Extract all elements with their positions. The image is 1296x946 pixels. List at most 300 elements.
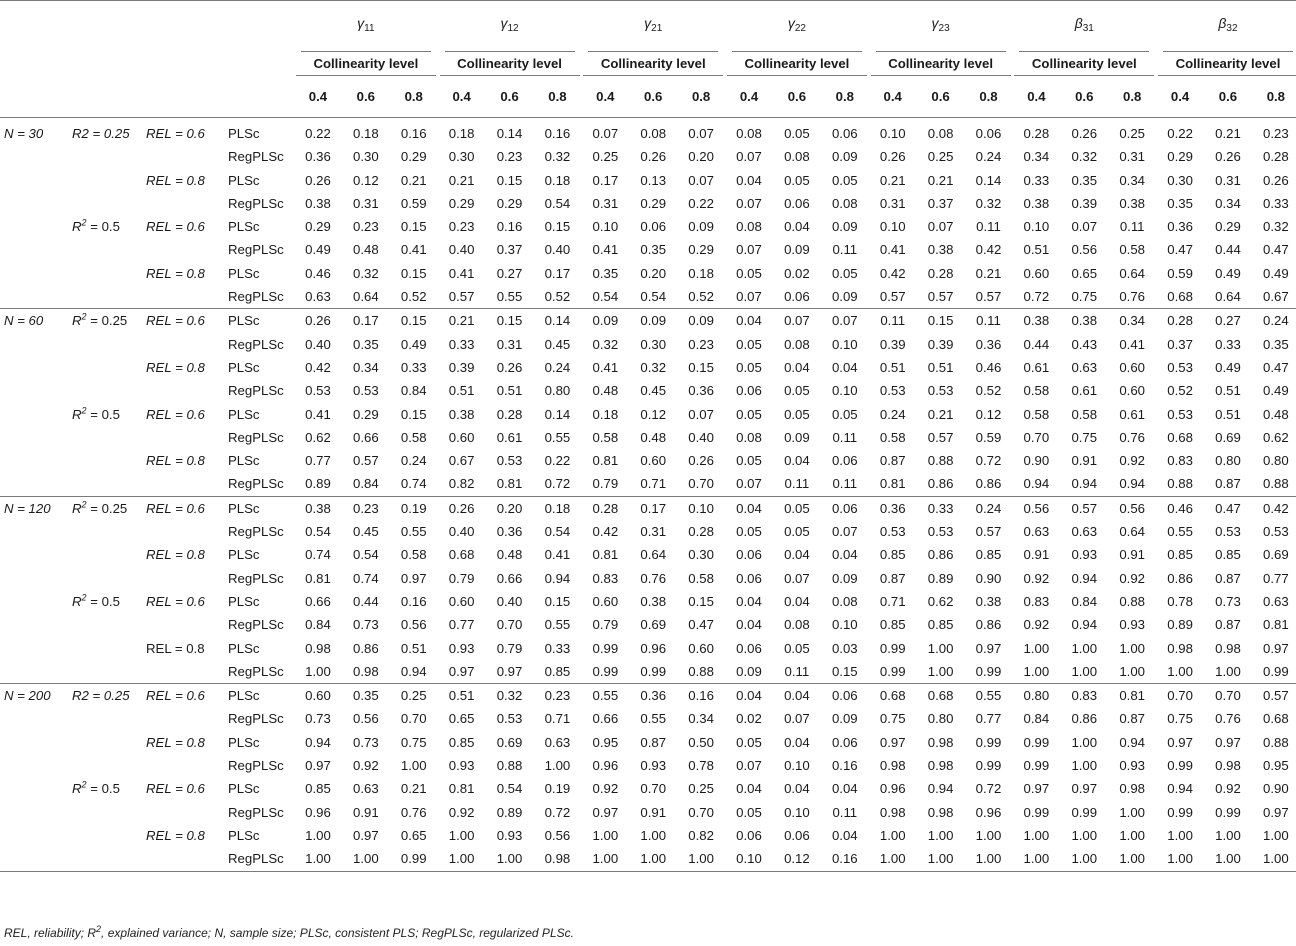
r2-cell [68, 379, 146, 402]
value-cell: 0.49 [305, 242, 331, 258]
reliability-cell [146, 567, 226, 590]
method-cell: RegPLSc [228, 289, 284, 305]
level-header: 0.4 [725, 76, 773, 118]
value-cell: 0.23 [533, 684, 581, 708]
value-cell: 0.48 [353, 242, 379, 258]
method-cell: PLSc [228, 781, 260, 797]
value-cell: 0.32 [1263, 219, 1289, 235]
value-cell: 0.16 [496, 219, 523, 235]
value-cell: 0.16 [400, 593, 427, 609]
value-cell: 0.38 [975, 593, 1002, 609]
value-cell: 0.72 [544, 476, 571, 492]
value-cell: 0.04 [784, 219, 810, 235]
method-cell: PLSc [228, 453, 260, 469]
value-cell: 0.36 [496, 524, 523, 540]
value-cell: 0.60 [1023, 265, 1050, 281]
value-cell: 0.10 [1023, 219, 1050, 235]
value-cell: 0.53 [1215, 524, 1241, 540]
value-cell: 0.99 [1023, 804, 1050, 820]
value-cell: 1.00 [1023, 663, 1050, 679]
value-cell: 0.97 [496, 663, 523, 679]
value-cell: 0.20 [688, 149, 714, 165]
table-row [0, 824, 1296, 847]
value-cell: 0.99 [1071, 804, 1098, 820]
value-cell: 0.60 [1119, 359, 1145, 375]
value-cell: 0.52 [1167, 383, 1193, 399]
value-cell: 0.77 [305, 453, 331, 469]
value-cell: 0.82 [688, 827, 714, 843]
value-cell: 0.06 [831, 453, 858, 469]
value-cell: 0.75 [1071, 289, 1098, 305]
value-cell: 0.96 [640, 640, 667, 656]
value-cell: 0.30 [1167, 172, 1193, 188]
reliability-cell: REL = 0.6 [146, 219, 205, 235]
value-cell: 1.00 [400, 758, 427, 774]
table-row [0, 590, 1296, 613]
value-cell: 0.81 [496, 476, 523, 492]
value-cell: 0.12 [975, 406, 1002, 422]
value-cell: 0.91 [640, 804, 667, 820]
value-cell: 0.11 [976, 219, 1001, 235]
value-cell: 0.38 [294, 496, 342, 520]
value-cell: 0.75 [1071, 429, 1098, 445]
value-cell: 0.58 [1119, 242, 1145, 258]
value-cell: 1.00 [965, 847, 1013, 871]
value-cell: 0.83 [592, 570, 619, 586]
value-cell: 0.80 [927, 711, 954, 727]
value-cell: 1.00 [544, 758, 571, 774]
value-cell: 0.53 [1167, 406, 1193, 422]
value-cell: 0.15 [496, 172, 523, 188]
value-cell: 1.00 [342, 847, 390, 871]
sample-size-cell [0, 426, 68, 449]
value-cell: 0.76 [400, 804, 427, 820]
header-blank [0, 1, 294, 53]
value-cell: 0.28 [1023, 126, 1050, 141]
reliability-cell: REL = 0.8 [146, 265, 205, 281]
value-cell: 0.31 [640, 524, 667, 540]
r2-value: = 0.5 [86, 406, 120, 422]
r2-cell [68, 567, 146, 590]
value-cell: 0.53 [879, 524, 906, 540]
r2-cell [68, 169, 146, 192]
collinearity-label: Collinearity level [440, 52, 580, 76]
value-cell: 0.08 [784, 617, 810, 633]
reliability-cell: REL = 0.8 [146, 734, 205, 750]
value-cell: 0.19 [544, 781, 571, 797]
value-cell: 0.08 [736, 219, 762, 235]
method-cell: PLSc [228, 126, 260, 141]
value-cell: 0.12 [640, 406, 667, 422]
value-cell: 0.58 [1071, 406, 1098, 422]
level-header: 0.6 [773, 76, 821, 118]
value-cell: 0.99 [975, 663, 1002, 679]
reliability-cell [146, 847, 226, 871]
table-row [0, 801, 1296, 824]
value-cell: 0.29 [1215, 219, 1241, 235]
value-cell: 0.07 [736, 149, 762, 165]
value-cell: 0.07 [592, 126, 619, 141]
value-cell: 0.05 [784, 383, 810, 399]
value-cell: 0.81 [448, 781, 475, 797]
value-cell: 0.97 [879, 734, 906, 750]
value-cell: 0.96 [879, 781, 906, 797]
value-cell: 0.85 [927, 617, 954, 633]
table-row [0, 567, 1296, 590]
param-label [301, 1, 431, 52]
table-row [0, 520, 1296, 543]
value-cell: 0.28 [581, 496, 629, 520]
value-cell: 0.69 [1215, 429, 1241, 445]
value-cell: 0.76 [640, 570, 667, 586]
value-cell: 1.00 [927, 640, 954, 656]
method-cell: PLSc [226, 309, 294, 333]
value-cell: 0.99 [879, 663, 906, 679]
reliability-cell: REL = 0.6 [146, 781, 205, 797]
value-cell: 0.98 [353, 663, 379, 679]
value-cell: 0.71 [544, 711, 571, 727]
value-cell: 0.08 [736, 126, 762, 141]
value-cell: 0.94 [1167, 781, 1193, 797]
value-cell: 0.33 [1023, 172, 1050, 188]
value-cell: 0.75 [879, 711, 906, 727]
sample-size-cell [0, 847, 68, 871]
value-cell: 0.05 [736, 804, 762, 820]
value-cell: 0.08 [640, 126, 667, 141]
value-cell: 0.74 [353, 570, 379, 586]
value-cell: 0.86 [1167, 570, 1193, 586]
value-cell: 0.28 [1156, 309, 1204, 333]
value-cell: 0.58 [879, 429, 906, 445]
value-cell: 0.38 [1060, 309, 1108, 333]
value-cell: 1.00 [1012, 847, 1060, 871]
value-cell: 0.11 [784, 476, 810, 492]
value-cell: 0.21 [400, 172, 427, 188]
value-cell: 0.17 [544, 265, 571, 281]
value-cell: 0.20 [640, 265, 667, 281]
value-cell: 0.57 [448, 289, 475, 305]
value-cell: 0.31 [1119, 149, 1145, 165]
value-cell: 0.79 [592, 476, 619, 492]
method-cell: PLSc [228, 827, 260, 843]
value-cell: 1.00 [1204, 847, 1252, 871]
value-cell: 0.90 [1023, 453, 1050, 469]
header-row-params [0, 1, 1296, 53]
value-cell: 1.00 [448, 827, 475, 843]
level-header: 0.6 [1060, 76, 1108, 118]
value-cell: 0.07 [831, 524, 858, 540]
value-cell: 0.41 [592, 359, 619, 375]
value-cell: 0.99 [592, 663, 619, 679]
value-cell: 0.58 [400, 429, 427, 445]
method-cell: RegPLSc [228, 149, 284, 165]
sample-size-cell [0, 543, 68, 566]
value-cell: 1.00 [1119, 827, 1145, 843]
collinearity-header [438, 52, 582, 76]
value-cell: 0.83 [1060, 684, 1108, 708]
r2-cell [68, 824, 146, 847]
value-cell: 0.06 [736, 570, 762, 586]
value-cell: 0.30 [640, 336, 667, 352]
value-cell: 0.79 [496, 640, 523, 656]
value-cell: 1.00 [1119, 804, 1145, 820]
value-cell: 0.32 [486, 684, 534, 708]
value-cell: 0.41 [592, 242, 619, 258]
sample-size-cell [0, 333, 68, 356]
value-cell: 0.51 [1215, 406, 1241, 422]
method-cell: PLSc [228, 265, 260, 281]
value-cell: 0.48 [640, 429, 667, 445]
value-cell: 0.05 [736, 336, 762, 352]
value-cell: 0.32 [544, 149, 571, 165]
value-cell: 0.34 [1119, 172, 1145, 188]
value-cell: 0.63 [1071, 524, 1098, 540]
value-cell: 0.06 [784, 289, 810, 305]
value-cell: 0.88 [1167, 476, 1193, 492]
value-cell: 0.36 [305, 149, 331, 165]
value-cell: 0.60 [1119, 383, 1145, 399]
value-cell: 0.60 [640, 453, 667, 469]
value-cell: 0.15 [688, 593, 714, 609]
method-cell: PLSc [228, 734, 260, 750]
method-cell: RegPLSc [228, 758, 284, 774]
method-cell: RegPLSc [228, 804, 284, 820]
value-cell: 0.30 [688, 547, 714, 563]
value-cell: 0.92 [353, 758, 379, 774]
value-cell: 0.09 [581, 309, 629, 333]
value-cell: 0.31 [353, 195, 379, 211]
r2-cell [68, 731, 146, 754]
method-cell: PLSc [228, 172, 260, 188]
value-cell: 0.56 [1108, 496, 1156, 520]
value-cell: 0.26 [496, 359, 523, 375]
value-cell: 0.04 [831, 359, 858, 375]
value-cell: 0.51 [496, 383, 523, 399]
table-row [0, 145, 1296, 168]
value-cell: 0.53 [879, 383, 906, 399]
value-cell: 0.80 [1215, 453, 1241, 469]
reliability-cell [146, 660, 226, 684]
value-cell: 0.98 [533, 847, 581, 871]
value-cell: 0.56 [400, 617, 427, 633]
value-cell: 0.70 [688, 804, 714, 820]
value-cell: 0.11 [832, 804, 858, 820]
value-cell: 0.52 [975, 383, 1002, 399]
value-cell: 0.26 [879, 149, 906, 165]
value-cell: 0.10 [831, 383, 858, 399]
value-cell: 0.97 [353, 827, 379, 843]
value-cell: 0.23 [342, 496, 390, 520]
sample-size-cell [0, 801, 68, 824]
value-cell: 0.97 [448, 663, 475, 679]
value-cell: 0.41 [400, 242, 427, 258]
method-cell: RegPLSc [228, 476, 284, 492]
method-cell: PLSc [228, 219, 260, 235]
value-cell: 0.42 [879, 265, 906, 281]
value-cell: 1.00 [438, 847, 486, 871]
value-cell: 0.53 [927, 524, 954, 540]
value-cell: 0.98 [1119, 781, 1145, 797]
value-cell: 0.15 [831, 663, 858, 679]
value-cell: 0.77 [975, 711, 1002, 727]
param-header [1156, 1, 1296, 53]
value-cell: 0.65 [448, 711, 475, 727]
value-cell: 0.84 [353, 476, 379, 492]
reliability-cell [146, 754, 226, 777]
reliability-cell [146, 426, 226, 449]
method-cell: RegPLSc [228, 524, 284, 540]
value-cell: 0.44 [1215, 242, 1241, 258]
value-cell: 0.05 [784, 126, 810, 141]
value-cell: 0.32 [640, 359, 667, 375]
value-cell: 0.69 [496, 734, 523, 750]
table-row [0, 309, 1296, 333]
value-cell: 0.70 [1156, 684, 1204, 708]
value-cell: 0.38 [1119, 195, 1145, 211]
value-cell: 0.70 [1023, 429, 1050, 445]
value-cell: 0.11 [832, 429, 858, 445]
value-cell: 0.16 [831, 758, 858, 774]
value-cell: 0.91 [1071, 453, 1098, 469]
value-cell: 0.35 [1071, 172, 1098, 188]
value-cell: 0.81 [305, 570, 331, 586]
sample-size-cell [0, 379, 68, 402]
value-cell: 0.40 [448, 242, 475, 258]
value-cell: 0.69 [1263, 547, 1289, 563]
value-cell: 0.02 [736, 711, 762, 727]
value-cell: 0.46 [305, 265, 331, 281]
value-cell: 0.24 [544, 359, 571, 375]
value-cell: 0.58 [1023, 406, 1050, 422]
value-cell: 1.00 [1215, 663, 1241, 679]
value-cell: 0.37 [496, 242, 523, 258]
param-label [1019, 1, 1149, 52]
value-cell: 0.75 [1167, 711, 1193, 727]
method-cell: RegPLSc [228, 617, 284, 633]
value-cell: 1.00 [1167, 827, 1193, 843]
value-cell: 0.85 [879, 547, 906, 563]
value-cell: 0.28 [688, 524, 714, 540]
value-cell: 0.57 [975, 289, 1002, 305]
sample-size-cell [0, 660, 68, 684]
value-cell: 0.55 [544, 429, 571, 445]
sample-size-cell [0, 754, 68, 777]
value-cell: 0.55 [544, 617, 571, 633]
value-cell: 0.16 [400, 126, 427, 141]
value-cell: 0.41 [305, 406, 331, 422]
value-cell: 0.22 [305, 126, 331, 141]
value-cell: 1.00 [629, 847, 677, 871]
value-cell: 0.48 [496, 547, 523, 563]
value-cell: 0.83 [1167, 453, 1193, 469]
value-cell: 0.58 [592, 429, 619, 445]
value-cell: 0.33 [917, 496, 965, 520]
value-cell: 0.39 [879, 336, 906, 352]
value-cell: 0.52 [544, 289, 571, 305]
value-cell: 0.21 [927, 172, 954, 188]
value-cell: 1.00 [1252, 847, 1296, 871]
value-cell: 0.70 [1204, 684, 1252, 708]
value-cell: 0.08 [784, 336, 810, 352]
level-header: 0.4 [1012, 76, 1060, 118]
value-cell: 0.76 [1215, 711, 1241, 727]
value-cell: 0.53 [927, 383, 954, 399]
param-subscript: 21 [651, 23, 663, 34]
sample-size-cell: N = 60 [0, 309, 68, 333]
value-cell: 0.52 [400, 289, 427, 305]
value-cell: 0.63 [1071, 359, 1098, 375]
value-cell: 0.07 [773, 309, 821, 333]
value-cell: 0.88 [1263, 476, 1289, 492]
table-row [0, 707, 1296, 730]
value-cell: 0.48 [592, 383, 619, 399]
param-label [732, 1, 862, 52]
value-cell: 0.11 [784, 663, 810, 679]
sample-size-cell [0, 520, 68, 543]
value-cell: 0.07 [688, 406, 714, 422]
value-cell: 0.05 [773, 496, 821, 520]
value-cell: 1.00 [1071, 663, 1098, 679]
value-cell: 0.44 [353, 593, 379, 609]
r2-cell [68, 590, 146, 613]
value-cell: 0.04 [736, 617, 762, 633]
value-cell: 1.00 [1060, 847, 1108, 871]
value-cell: 0.95 [1263, 758, 1289, 774]
value-cell: 0.44 [1023, 336, 1050, 352]
value-cell: 0.53 [353, 383, 379, 399]
value-cell: 0.31 [879, 195, 906, 211]
level-header: 0.8 [821, 76, 869, 118]
value-cell: 0.57 [1060, 496, 1108, 520]
level-header: 0.8 [965, 76, 1013, 118]
r2-cell [68, 285, 146, 309]
param-subscript: 23 [938, 23, 950, 34]
value-cell: 0.32 [592, 336, 619, 352]
value-cell: 0.98 [1167, 640, 1193, 656]
r2-cell [68, 449, 146, 472]
value-cell: 0.26 [305, 172, 331, 188]
value-cell: 0.31 [592, 195, 619, 211]
value-cell: 0.68 [1263, 711, 1289, 727]
value-cell: 0.18 [592, 406, 619, 422]
value-cell: 0.62 [1263, 429, 1289, 445]
value-cell: 0.67 [448, 453, 475, 469]
value-cell: 0.26 [1263, 172, 1289, 188]
r2-value: = 0.25 [86, 313, 128, 329]
r2-cell [68, 309, 146, 333]
value-cell: 0.56 [353, 711, 379, 727]
value-cell: 0.10 [831, 336, 858, 352]
value-cell: 0.38 [927, 242, 954, 258]
value-cell: 0.98 [305, 640, 331, 656]
value-cell: 0.11 [1119, 219, 1145, 235]
value-cell: 0.06 [736, 640, 762, 656]
value-cell: 0.04 [831, 781, 858, 797]
value-cell: 0.72 [544, 804, 571, 820]
value-cell: 0.89 [496, 804, 523, 820]
value-cell: 1.00 [1023, 640, 1050, 656]
value-cell: 0.33 [1263, 195, 1289, 211]
value-cell: 0.51 [438, 684, 486, 708]
sample-size-cell [0, 356, 68, 379]
value-cell: 0.04 [784, 781, 810, 797]
reliability-cell: REL = 0.8 [146, 827, 205, 843]
value-cell: 0.74 [305, 547, 331, 563]
value-cell: 0.36 [688, 383, 714, 399]
value-cell: 0.97 [592, 804, 619, 820]
r2-symbol: R [72, 406, 82, 422]
header-blank [0, 76, 294, 118]
